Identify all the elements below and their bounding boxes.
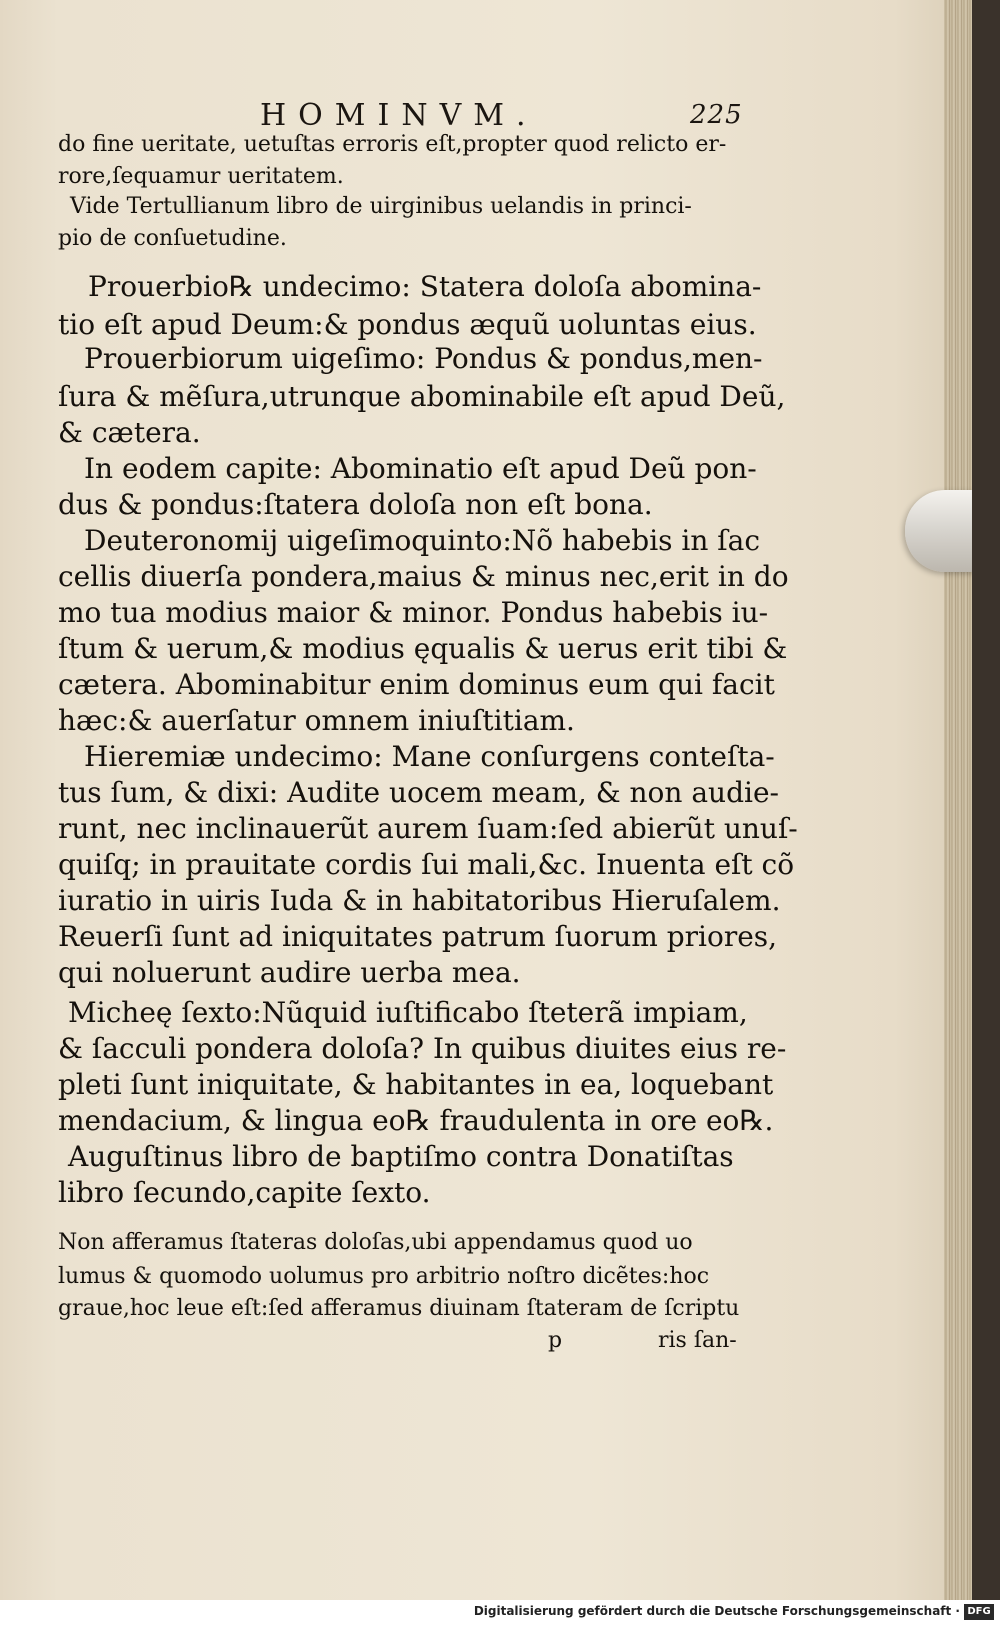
text-line: quiſq; in prauitate cordis ſui mali,&c. Inuenta eſt cõ [58,848,795,881]
text-line: Prouerbio℞ undecimo: Statera doloſa abomina- [88,270,762,303]
text-line: Micheę ſexto:Nũquid iuſtificabo ſteterã impiam, [68,996,748,1029]
text-line: do fine ueritate, uetuſtas erroris eſt,propter quod relicto er- [58,132,727,157]
text-line: Non afferamus ſtateras doloſas,ubi appendamus quod uo [58,1230,693,1255]
folio-number: 225 [690,100,743,130]
text-line: Hieremiæ undecimo: Mane conſurgens conteſta- [84,740,775,773]
text-line: Auguſtinus libro de baptiſmo contra Donatiſtas [68,1140,734,1173]
text-line: mendacium, & lingua eo℞ fraudulenta in ore eo℞. [58,1104,774,1137]
text-line: pio de conſuetudine. [58,226,287,251]
text-line: lumus & quomodo uolumus pro arbitrio noſtro dicẽtes:hoc [58,1264,710,1289]
text-line: tus ſum, & dixi: Audite uocem meam, & non audie- [58,776,779,809]
text-line: cellis diuerſa pondera,maius & minus nec,erit in do [58,560,789,593]
text-line: qui noluerunt audire uerba mea. [58,956,521,989]
text-line: Reuerſi ſunt ad iniquitates patrum ſuorum priores, [58,920,778,953]
page-tab-marker [905,490,972,572]
text-line: mo tua modius maior & minor. Pondus habebis iu- [58,596,769,629]
running-title: HOMINVM. [260,98,538,133]
page-edge [944,0,972,1600]
text-line: Deuteronomij uigeſimoquinto:Nõ habebis in ſac [84,524,761,557]
text-line: libro ſecundo,capite ſexto. [58,1176,431,1209]
text-line: Vide Tertullianum libro de uirginibus uelandis in princi- [70,194,692,219]
text-line: cætera. Abominabitur enim dominus eum qui facit [58,668,775,701]
text-line: ſura & mẽſura,utrunque abominabile eſt apud Deũ, [58,380,786,413]
text-line: ſtum & uerum,& modius ęqualis & uerus erit tibi & [58,632,788,665]
footer-credit: Digitalisierung gefördert durch die Deutsche Forschungsgemeinschaft · [473,1604,960,1618]
text-line: hæc:& auerſatur omnem iniuſtitiam. [58,704,575,737]
catchword: ris ſan- [658,1328,737,1353]
text-line: rore,ſequamur ueritatem. [58,164,344,189]
signature-mark: p [548,1328,563,1353]
text-line: & cætera. [58,416,201,449]
text-line: runt, nec inclinauerũt aurem ſuam:ſed abierũt unuſ- [58,812,798,845]
text-line: Prouerbiorum uigeſimo: Pondus & pondus,men- [84,342,763,375]
text-line: & ſacculi pondera doloſa? In quibus diuites eius re- [58,1032,787,1065]
text-line: dus & pondus:ſtatera doloſa non eſt bona. [58,488,653,521]
text-line: iuratio in uiris Iuda & in habitatoribus Hieruſalem. [58,884,781,917]
dfg-logo: DFG [964,1604,994,1620]
text-line: tio eſt apud Deum:& pondus æquũ uoluntas eius. [58,308,757,341]
footer-bar [0,1600,1000,1626]
text-line: In eodem capite: Abominatio eſt apud Deũ pon- [84,452,757,485]
text-line: graue,hoc leue eſt:ſed afferamus diuinam ſtateram de ſcriptu [58,1296,740,1321]
text-line: pleti ſunt iniquitate, & habitantes in ea, loquebant [58,1068,774,1101]
